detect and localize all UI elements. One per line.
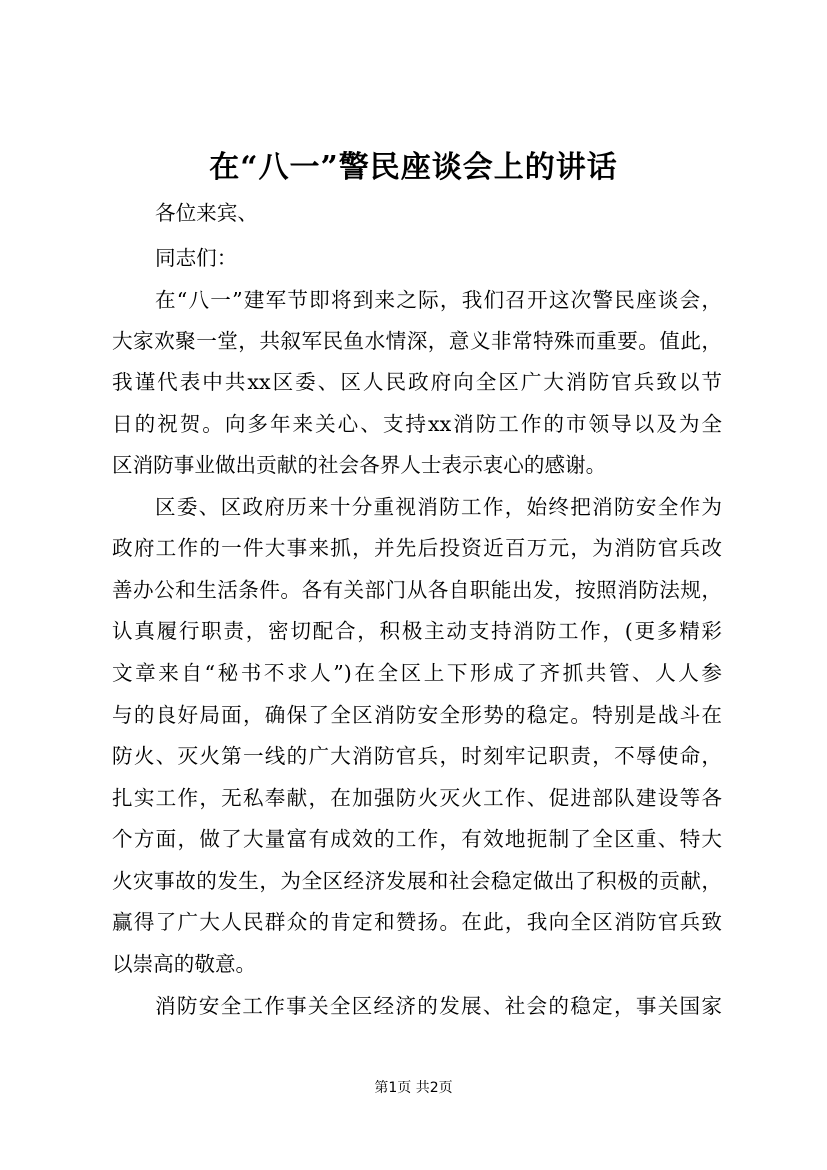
paragraph-line: 文章来自“秘书不求人”)在全区上下形成了齐抓共管、人人参 [112, 661, 722, 685]
greeting-line: 各位来宾、 [155, 201, 258, 225]
paragraph-line: 个方面，做了大量富有成效的工作，有效地扼制了全区重、特大 [112, 827, 722, 851]
paragraph-line: 火灾事故的发生，为全区经济发展和社会稳定做出了积极的贡献， [112, 869, 722, 893]
paragraph-line: 区委、区政府历来十分重视消防工作，始终把消防安全作为 [155, 495, 722, 519]
paragraph-line: 以崇高的敬意。 [112, 952, 257, 976]
paragraph-line: 与的良好局面，确保了全区消防安全形势的稳定。特别是战斗在 [112, 703, 722, 727]
paragraph-line: 赢得了广大人民群众的肯定和赞扬。在此，我向全区消防官兵致 [112, 910, 722, 934]
page-number-footer: 第1页 共2页 [374, 1080, 453, 1096]
paragraph-line: 大家欢聚一堂，共叙军民鱼水情深，意义非常特殊而重要。值此， [112, 329, 722, 353]
paragraph-line: 政府工作的一件大事来抓，并先后投资近百万元，为消防官兵改 [112, 536, 722, 560]
document-title: 在“八一”警民座谈会上的讲话 [209, 150, 618, 185]
paragraph-line: 认真履行职责，密切配合，积极主动支持消防工作，(更多精彩 [112, 619, 722, 643]
paragraph-line: 扎实工作，无私奉献，在加强防火灭火工作、促进部队建设等各 [112, 786, 722, 810]
paragraph-line: 在“八一”建军节即将到来之际，我们召开这次警民座谈会， [155, 288, 722, 312]
paragraph-line: 我谨代表中共xx区委、区人民政府向全区广大消防官兵致以节 [112, 370, 722, 394]
paragraph-line: 日的祝贺。向多年来关心、支持xx消防工作的市领导以及为全 [112, 412, 722, 436]
paragraph-line: 善办公和生活条件。各有关部门从各自职能出发，按照消防法规， [112, 578, 722, 602]
paragraph-line: 消防安全工作事关全区经济的发展、社会的稳定，事关国家 [155, 994, 722, 1018]
greeting-line: 同志们： [155, 246, 238, 270]
paragraph-line: 区消防事业做出贡献的社会各界人士表示衷心的感谢。 [112, 453, 607, 477]
paragraph-line: 防火、灭火第一线的广大消防官兵，时刻牢记职责，不辱使命， [112, 744, 722, 768]
